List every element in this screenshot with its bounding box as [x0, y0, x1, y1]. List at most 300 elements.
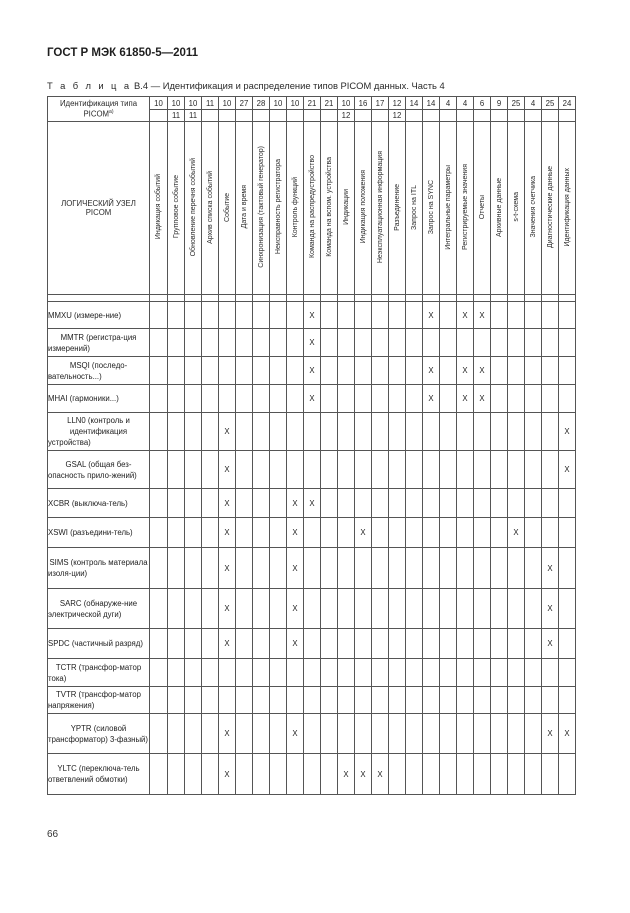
- assignment-cell: [423, 518, 440, 548]
- assignment-cell: [202, 548, 219, 589]
- column-header-label: Значения счетчика: [529, 176, 537, 238]
- assignment-cell: [321, 385, 338, 413]
- column-header-label: Дата и время: [240, 185, 248, 229]
- assignment-cell: [559, 548, 576, 589]
- table-row: [48, 413, 576, 451]
- assignment-cell: [372, 659, 389, 687]
- type-number-secondary: [525, 110, 542, 122]
- assignment-cell: [474, 629, 491, 659]
- type-number-secondary: [236, 110, 253, 122]
- type-number-secondary: [270, 110, 287, 122]
- assignment-cell: [202, 451, 219, 489]
- assignment-cell: [355, 357, 372, 385]
- assignment-cell: [355, 451, 372, 489]
- table-row: [48, 659, 576, 687]
- assignment-cell: [253, 548, 270, 589]
- assignment-cell: [338, 451, 355, 489]
- assignment-cell: [253, 385, 270, 413]
- assignment-cell: [474, 451, 491, 489]
- assignment-cell: [423, 754, 440, 795]
- assignment-cell: [440, 329, 457, 357]
- assignment-cell: [185, 302, 202, 329]
- column-header: [423, 122, 440, 295]
- assignment-cell: [270, 548, 287, 589]
- type-number: 11: [202, 97, 219, 110]
- assignment-cell: [304, 659, 321, 687]
- spacer-cell: [253, 295, 270, 302]
- assignment-cell: [304, 413, 321, 451]
- assignment-cell: X: [457, 302, 474, 329]
- assignment-cell: [389, 754, 406, 795]
- assignment-cell: [150, 629, 168, 659]
- assignment-cell: [304, 714, 321, 754]
- assignment-cell: [185, 589, 202, 629]
- assignment-cell: X: [219, 518, 236, 548]
- assignment-cell: [321, 329, 338, 357]
- assignment-cell: [270, 518, 287, 548]
- assignment-cell: [168, 629, 185, 659]
- assignment-cell: [150, 518, 168, 548]
- assignment-cell: [542, 489, 559, 518]
- assignment-cell: [559, 489, 576, 518]
- assignment-cell: [338, 489, 355, 518]
- table-row: [48, 548, 576, 589]
- logical-node-name: XSWI (разъедини-тель): [48, 518, 150, 548]
- assignment-cell: [474, 518, 491, 548]
- type-number-secondary: [321, 110, 338, 122]
- assignment-cell: X: [219, 548, 236, 589]
- type-number: 16: [355, 97, 372, 110]
- table-row: [48, 329, 576, 357]
- assignment-cell: [508, 413, 525, 451]
- assignment-cell: [389, 413, 406, 451]
- assignment-cell: [389, 518, 406, 548]
- assignment-cell: [168, 714, 185, 754]
- assignment-cell: [236, 687, 253, 714]
- column-header-label: Запрос на SYNC: [427, 179, 435, 235]
- logical-node-name: SARC (обнаруже-ние электрической дуги): [48, 589, 150, 629]
- spacer-cell: [321, 295, 338, 302]
- assignment-cell: X: [304, 385, 321, 413]
- assignment-cell: [168, 413, 185, 451]
- column-header: [542, 122, 559, 295]
- assignment-cell: [150, 687, 168, 714]
- assignment-cell: [406, 451, 423, 489]
- assignment-cell: [406, 659, 423, 687]
- assignment-cell: [372, 687, 389, 714]
- column-header: [525, 122, 542, 295]
- column-header: [338, 122, 355, 295]
- spacer-cell: [304, 295, 321, 302]
- logical-node-name: LLN0 (контроль и идентификация устройства): [48, 413, 150, 451]
- assignment-cell: X: [287, 714, 304, 754]
- assignment-cell: [440, 754, 457, 795]
- assignment-cell: [321, 714, 338, 754]
- type-number: 4: [525, 97, 542, 110]
- assignment-cell: [304, 629, 321, 659]
- assignment-cell: [304, 548, 321, 589]
- assignment-cell: [338, 357, 355, 385]
- header-spacer-row: [48, 295, 576, 302]
- assignment-cell: [525, 302, 542, 329]
- assignment-cell: [559, 629, 576, 659]
- assignment-cell: X: [474, 302, 491, 329]
- column-header-label: Команда на вспом. устройства: [325, 157, 333, 257]
- type-number: 17: [372, 97, 389, 110]
- assignment-cell: [542, 451, 559, 489]
- column-header: [457, 122, 474, 295]
- assignment-cell: [372, 518, 389, 548]
- column-header-label: Регистрируемые значения: [461, 164, 469, 250]
- assignment-cell: X: [338, 754, 355, 795]
- assignment-cell: [355, 329, 372, 357]
- column-header-label: Команда на распредустройство: [308, 155, 316, 259]
- column-header-label: Индикация положения: [359, 170, 367, 244]
- assignment-cell: [202, 329, 219, 357]
- assignment-cell: [525, 385, 542, 413]
- assignment-cell: [321, 754, 338, 795]
- assignment-cell: [321, 659, 338, 687]
- column-header: [508, 122, 525, 295]
- assignment-cell: X: [219, 589, 236, 629]
- logical-node-name: XCBR (выключа-тель): [48, 489, 150, 518]
- assignment-cell: [440, 589, 457, 629]
- assignment-cell: [185, 687, 202, 714]
- type-number: 4: [440, 97, 457, 110]
- assignment-cell: X: [287, 489, 304, 518]
- type-number-secondary: [304, 110, 321, 122]
- assignment-cell: [287, 413, 304, 451]
- assignment-cell: [440, 385, 457, 413]
- spacer-cell: [508, 295, 525, 302]
- assignment-cell: [457, 754, 474, 795]
- assignment-cell: [474, 489, 491, 518]
- spacer-cell: [406, 295, 423, 302]
- picom-distribution-table: [47, 96, 576, 795]
- assignment-cell: [185, 451, 202, 489]
- assignment-cell: [185, 629, 202, 659]
- assignment-cell: [253, 489, 270, 518]
- column-header-label: Обновление перечня событий: [189, 157, 197, 257]
- assignment-cell: [406, 714, 423, 754]
- table-row: [48, 302, 576, 329]
- assignment-cell: [321, 518, 338, 548]
- assignment-cell: X: [304, 329, 321, 357]
- assignment-cell: [236, 385, 253, 413]
- logical-node-header: ЛОГИЧЕСКИЙ УЗЕЛ PICOM: [48, 122, 150, 295]
- assignment-cell: [270, 451, 287, 489]
- assignment-cell: [185, 754, 202, 795]
- type-number: 10: [150, 97, 168, 110]
- assignment-cell: [287, 302, 304, 329]
- spacer-cell: [287, 295, 304, 302]
- spacer-cell: [338, 295, 355, 302]
- assignment-cell: [150, 413, 168, 451]
- type-number-secondary: [423, 110, 440, 122]
- column-header-label: Контроль функций: [291, 176, 299, 238]
- assignment-cell: [559, 329, 576, 357]
- assignment-cell: [406, 329, 423, 357]
- assignment-cell: [508, 548, 525, 589]
- assignment-cell: [491, 385, 508, 413]
- column-header: [236, 122, 253, 295]
- assignment-cell: X: [457, 385, 474, 413]
- column-header-label: Разъединение: [393, 183, 401, 231]
- type-number-secondary: [542, 110, 559, 122]
- assignment-cell: X: [542, 548, 559, 589]
- assignment-cell: X: [559, 451, 576, 489]
- assignment-cell: [440, 518, 457, 548]
- spacer-cell: [202, 295, 219, 302]
- type-number: 21: [304, 97, 321, 110]
- assignment-cell: [491, 589, 508, 629]
- assignment-cell: [287, 451, 304, 489]
- assignment-cell: [542, 329, 559, 357]
- spacer-cell: [270, 295, 287, 302]
- assignment-cell: [372, 302, 389, 329]
- assignment-cell: [389, 329, 406, 357]
- assignment-cell: [219, 659, 236, 687]
- assignment-cell: X: [287, 629, 304, 659]
- assignment-cell: [525, 589, 542, 629]
- assignment-cell: [287, 357, 304, 385]
- assignment-cell: [508, 687, 525, 714]
- type-number: 10: [185, 97, 202, 110]
- type-number: 25: [542, 97, 559, 110]
- assignment-cell: [219, 385, 236, 413]
- assignment-cell: [287, 687, 304, 714]
- assignment-cell: [389, 357, 406, 385]
- table-row: [48, 589, 576, 629]
- assignment-cell: [457, 548, 474, 589]
- assignment-cell: [150, 714, 168, 754]
- type-number: 12: [389, 97, 406, 110]
- logical-node-name: YPTR (силовой трансформатор) 3-фазный): [48, 714, 150, 754]
- assignment-cell: [423, 629, 440, 659]
- assignment-cell: [508, 589, 525, 629]
- assignment-cell: [525, 687, 542, 714]
- assignment-cell: [150, 357, 168, 385]
- assignment-cell: [236, 629, 253, 659]
- assignment-cell: [474, 714, 491, 754]
- column-header-label: Индикации: [342, 189, 350, 225]
- column-header-label: Диагностические данные: [546, 166, 554, 248]
- assignment-cell: [440, 451, 457, 489]
- table-row: [48, 754, 576, 795]
- assignment-cell: [236, 714, 253, 754]
- type-number-secondary: [253, 110, 270, 122]
- assignment-cell: [168, 518, 185, 548]
- assignment-cell: [440, 489, 457, 518]
- logical-node-name: MMXU (измере-ние): [48, 302, 150, 329]
- assignment-cell: [491, 659, 508, 687]
- column-header: [321, 122, 338, 295]
- assignment-cell: X: [559, 714, 576, 754]
- assignment-cell: [525, 629, 542, 659]
- assignment-cell: [406, 302, 423, 329]
- assignment-cell: [542, 413, 559, 451]
- assignment-cell: [168, 451, 185, 489]
- assignment-cell: [491, 548, 508, 589]
- assignment-cell: X: [542, 589, 559, 629]
- assignment-cell: [525, 489, 542, 518]
- spacer-cell: [474, 295, 491, 302]
- assignment-cell: [406, 629, 423, 659]
- assignment-cell: [440, 548, 457, 589]
- assignment-cell: [321, 489, 338, 518]
- assignment-cell: [457, 629, 474, 659]
- table-row: [48, 489, 576, 518]
- assignment-cell: [542, 687, 559, 714]
- assignment-cell: X: [474, 385, 491, 413]
- spacer-cell: [355, 295, 372, 302]
- assignment-cell: [372, 714, 389, 754]
- assignment-cell: [406, 357, 423, 385]
- assignment-cell: [389, 629, 406, 659]
- assignment-cell: [525, 357, 542, 385]
- assignment-cell: [253, 754, 270, 795]
- id-header-cell: [48, 97, 150, 122]
- assignment-cell: [474, 329, 491, 357]
- assignment-cell: [270, 687, 287, 714]
- spacer-cell: [48, 295, 150, 302]
- column-header-label: Отчеты: [478, 194, 486, 220]
- assignment-cell: [270, 413, 287, 451]
- assignment-cell: [236, 413, 253, 451]
- type-number-secondary: 12: [338, 110, 355, 122]
- assignment-cell: [491, 451, 508, 489]
- column-header: [202, 122, 219, 295]
- assignment-cell: [321, 629, 338, 659]
- type-number: 9: [491, 97, 508, 110]
- column-header-row: [48, 122, 576, 295]
- assignment-cell: [474, 687, 491, 714]
- column-header-label: Идентификация данных: [563, 167, 571, 247]
- assignment-cell: X: [559, 413, 576, 451]
- assignment-cell: [559, 754, 576, 795]
- assignment-cell: [304, 589, 321, 629]
- type-number: 10: [287, 97, 304, 110]
- type-number-secondary: [355, 110, 372, 122]
- assignment-cell: [321, 302, 338, 329]
- assignment-cell: [287, 329, 304, 357]
- assignment-cell: [253, 518, 270, 548]
- assignment-cell: [202, 714, 219, 754]
- assignment-cell: [423, 687, 440, 714]
- assignment-cell: [338, 687, 355, 714]
- assignment-cell: X: [542, 629, 559, 659]
- assignment-cell: [525, 329, 542, 357]
- type-number-secondary: [219, 110, 236, 122]
- type-number: 24: [559, 97, 576, 110]
- assignment-cell: [457, 451, 474, 489]
- assignment-cell: [304, 518, 321, 548]
- assignment-cell: [355, 589, 372, 629]
- assignment-cell: [389, 385, 406, 413]
- id-header-footnote: а): [109, 109, 114, 116]
- assignment-cell: X: [542, 714, 559, 754]
- assignment-cell: [406, 518, 423, 548]
- assignment-cell: [185, 357, 202, 385]
- spacer-cell: [372, 295, 389, 302]
- assignment-cell: [270, 659, 287, 687]
- assignment-cell: [457, 714, 474, 754]
- caption-prefix: Т а б л и ц а: [47, 80, 132, 91]
- spacer-cell: [542, 295, 559, 302]
- assignment-cell: X: [219, 489, 236, 518]
- column-header-label: Неэксплуатационная информация: [376, 150, 384, 264]
- assignment-cell: [150, 489, 168, 518]
- type-number: 10: [270, 97, 287, 110]
- id-header-text: Идентификация типа PICOM: [59, 99, 138, 119]
- assignment-cell: [321, 451, 338, 489]
- type-number-secondary: [491, 110, 508, 122]
- type-number: 14: [406, 97, 423, 110]
- column-header-label: Групповое событие: [172, 175, 180, 239]
- assignment-cell: [406, 489, 423, 518]
- assignment-cell: [338, 714, 355, 754]
- assignment-cell: [423, 659, 440, 687]
- assignment-cell: [491, 629, 508, 659]
- column-header-label: Архивные данные: [495, 177, 503, 237]
- assignment-cell: [219, 302, 236, 329]
- assignment-cell: [202, 687, 219, 714]
- assignment-cell: [406, 687, 423, 714]
- assignment-cell: X: [423, 302, 440, 329]
- assignment-cell: [304, 754, 321, 795]
- assignment-cell: [389, 302, 406, 329]
- assignment-cell: [355, 714, 372, 754]
- spacer-cell: [389, 295, 406, 302]
- column-header: [474, 122, 491, 295]
- column-header: [287, 122, 304, 295]
- assignment-cell: [168, 548, 185, 589]
- column-header: [219, 122, 236, 295]
- assignment-cell: [270, 589, 287, 629]
- assignment-cell: [185, 385, 202, 413]
- assignment-cell: [440, 357, 457, 385]
- spacer-cell: [525, 295, 542, 302]
- type-number-secondary: [372, 110, 389, 122]
- type-number: 25: [508, 97, 525, 110]
- assignment-cell: [338, 659, 355, 687]
- type-number-secondary: [508, 110, 525, 122]
- assignment-cell: [185, 659, 202, 687]
- caption-text: В.4 — Идентификация и распределение типов PICOM данных. Часть 4: [134, 80, 445, 91]
- assignment-cell: [372, 629, 389, 659]
- assignment-cell: [508, 385, 525, 413]
- type-number: 21: [321, 97, 338, 110]
- spacer-cell: [423, 295, 440, 302]
- assignment-cell: [559, 687, 576, 714]
- assignment-cell: [338, 329, 355, 357]
- assignment-cell: X: [355, 518, 372, 548]
- assignment-cell: [542, 754, 559, 795]
- assignment-cell: [185, 413, 202, 451]
- assignment-cell: [559, 357, 576, 385]
- assignment-cell: [389, 489, 406, 518]
- assignment-cell: [372, 413, 389, 451]
- assignment-cell: [525, 451, 542, 489]
- assignment-cell: [253, 329, 270, 357]
- assignment-cell: [236, 589, 253, 629]
- assignment-cell: [372, 385, 389, 413]
- logical-node-name: GSAL (общая без-опасность прило-жений): [48, 451, 150, 489]
- assignment-cell: [372, 589, 389, 629]
- assignment-cell: [338, 589, 355, 629]
- assignment-cell: [270, 714, 287, 754]
- spacer-cell: [440, 295, 457, 302]
